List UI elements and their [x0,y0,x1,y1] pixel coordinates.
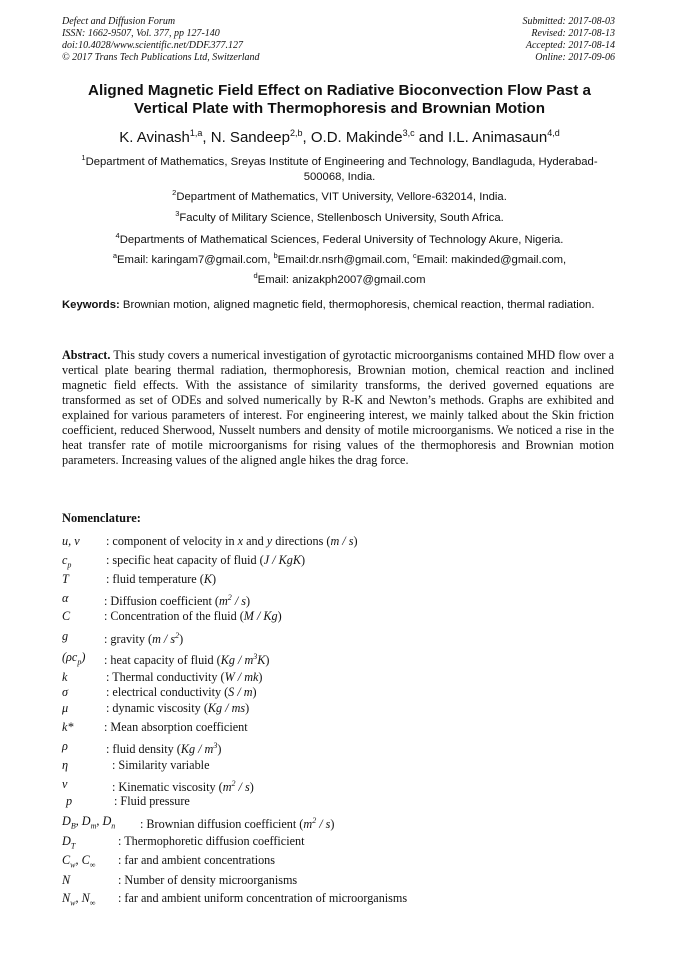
nomenclature-symbol: σ [62,685,69,699]
nomenclature-description: : heat capacity of fluid $(Kg / m^3K)$ [104,652,270,668]
journal-name: Defect and Diffusion Forum [62,16,176,27]
nomenclature-symbol: k* [62,720,74,734]
nomenclature-description: : electrical conductivity (S / m) [106,685,257,699]
author-name: I.L. Animasaun [447,129,548,146]
nomenclature-description: : Brownian diffusion coefficient $(m^2 / s)$ [140,816,335,832]
nomenclature-description: : Thermal conductivity (W / mk) [106,670,263,684]
author-affiliation-mark: 2,b [290,128,303,138]
email-mark: b [273,251,278,260]
affiliation-text: Department of Mathematics, Sreyas Institute of Engineering and Technology, Bandlaguda, Hyderabad-500068, India. [85,155,598,183]
date-submitted: Submitted: 2017-08-03 [522,16,615,27]
nomenclature-symbol: η [62,758,69,772]
email-mark: d [253,270,258,280]
affiliation-text: Faculty of Military Science, Stellenbosch University, South Africa. [179,211,504,224]
abstract-text: This study covers a numerical investigation of gyrotactic microorganisms contained MHD flow over a vertical plate bearing thermal radiation, thermophoresis, Brownian motion, chemical reaction and inclined magnetic field effects. With the assistance of similarity transforms, the derived governed equations are transformed as set of ODEs and solved numerically by R-K and Newton’s methods. Graphs are exhibited and explained for various parameters of interest. For engineering interest, we mainly talked about the Skin friction coefficient, reduced Sherwood, Nusselt numbers and density of motile microorganisms. We noticed a rise in the heat transfer rate of motile microorganisms for rising values of the thermophoresis and Brownian motion parameters. Increasing values of the aligned angle hikes the drag force. [62,348,614,467]
journal-header-right [523,16,616,64]
nomenclature-symbol: $C_w$, $C_\infty$ [62,853,96,870]
affiliation-mark: 2 [172,188,177,197]
keywords-text: Brownian motion, aligned magnetic field, thermophoresis, chemical reaction, thermal radiation. [122,299,595,311]
nomenclature-description: : component of velocity in x and y directions (m / s) [106,534,358,548]
nomenclature-description: : Number of density microorganisms [118,873,298,887]
author-affiliation-mark: 3,c [402,128,415,138]
nomenclature-heading: Nomenclature: [62,511,141,525]
affiliation-mark: 3 [175,209,180,218]
email-link[interactable]: Email: makinded@gmail.com, [416,253,567,266]
affiliation-mark: 1 [81,153,86,162]
email-link[interactable]: Email: karingam7@gmail.com, [117,253,271,266]
nomenclature-symbol: p [66,794,73,808]
abstract-label: Abstract. [62,348,111,362]
paper-title: Aligned Magnetic Field Effect on Radiative Bioconvection Flow Past a Vertical Plate with Thermophoresis and Brownian Motion [88,82,591,117]
date-revised: Revised: 2017-08-13 [531,28,615,39]
nomenclature-description: : Kinematic viscosity $(m^2 / s)$ [112,779,254,795]
nomenclature-description: : Diffusion coefficient $(m^2 / s)$ [104,593,251,609]
journal-issn: ISSN: 1662-9507, Vol. 377, pp 127-140 [62,28,220,39]
author-name: K. Avinash [119,129,190,146]
nomenclature-symbol: k [62,670,68,684]
email-mark: a [112,251,117,260]
affiliation [62,185,617,205]
nomenclature-symbol: ρ [62,739,68,753]
nomenclature-symbol: g [62,629,69,643]
affiliation-text: Departments of Mathematical Sciences, Federal University of Technology Akure, Nigeria. [119,233,564,246]
nomenclature-symbol: μ [62,701,69,715]
email-link[interactable]: Email:dr.nsrh@gmail.com, [277,253,410,266]
affiliation [62,228,617,248]
nomenclature-description: : fluid temperature (K) [106,572,217,586]
email-list [62,248,617,288]
journal-copyright: © 2017 Trans Tech Publications Ltd, Switzerland [62,52,260,63]
nomenclature-symbol: α [62,591,69,605]
nomenclature-symbol: T [62,572,69,586]
journal-doi: doi:10.4028/www.scientific.net/DDF.377.127 [62,40,244,51]
date-accepted: Accepted: 2017-08-14 [525,40,615,51]
journal-header-left [62,16,260,64]
email-link[interactable]: Email: anizakph2007@gmail.com [257,273,426,286]
nomenclature-symbol: u, v [62,534,80,548]
nomenclature-symbol: $D_B$, $D_m$, $D_n$ [62,814,116,831]
nomenclature-description: : dynamic viscosity (Kg / ms) [106,701,250,715]
abstract [62,348,614,468]
author-name: N. Sandeep [210,129,290,146]
author-list: K. Avinash$^{1,a}$, N. Sandeep$^{2,b}$, O.D. Makinde$^{3,c}$ and I.L. Animasaun$^{4,d}$ [119,128,560,146]
nomenclature-description: : Similarity variable [112,758,210,772]
nomenclature-description: : Mean absorption coefficient [104,720,248,734]
nomenclature-description: : Fluid pressure [114,794,190,808]
nomenclature-description: : far and ambient uniform concentration of microorganisms [118,891,408,905]
affiliation-text: Department of Mathematics, VIT University, Vellore-632014, India. [176,190,507,203]
nomenclature-symbol: $N_w$, $N_\infty$ [62,891,96,908]
nomenclature-symbol: ν [62,777,68,791]
affiliation [62,206,617,226]
keywords [62,298,614,313]
nomenclature-symbol: C [62,609,71,623]
email-mark: c [412,251,417,260]
nomenclature-description: : gravity $(m / s^2)$ [104,631,184,647]
nomenclature-description: : Thermophoretic diffusion coefficient [118,834,305,848]
nomenclature-symbol: $(\rho c_p)$ [62,650,86,667]
keywords-label: Keywords: [62,299,120,311]
nomenclature-symbol: $c_p$ [62,553,72,570]
nomenclature-description: : fluid density $(Kg / m^3)$ [106,741,222,757]
nomenclature-description: : Concentration of the fluid (M / Kg) [104,609,282,623]
author-affiliation-mark: 4,d [547,128,560,138]
affiliation-mark: 4 [115,231,120,240]
nomenclature-description: : far and ambient concentrations [118,853,276,867]
nomenclature-description: : specific heat capacity of fluid (J / KgK) [106,553,306,567]
author-name: O.D. Makinde [310,129,403,146]
affiliation [62,150,617,185]
nomenclature-symbol: N [62,873,71,887]
author-affiliation-mark: 1,a [189,128,203,138]
date-online: Online: 2017-09-06 [535,52,615,63]
nomenclature-symbol: $D_T$ [62,834,76,851]
